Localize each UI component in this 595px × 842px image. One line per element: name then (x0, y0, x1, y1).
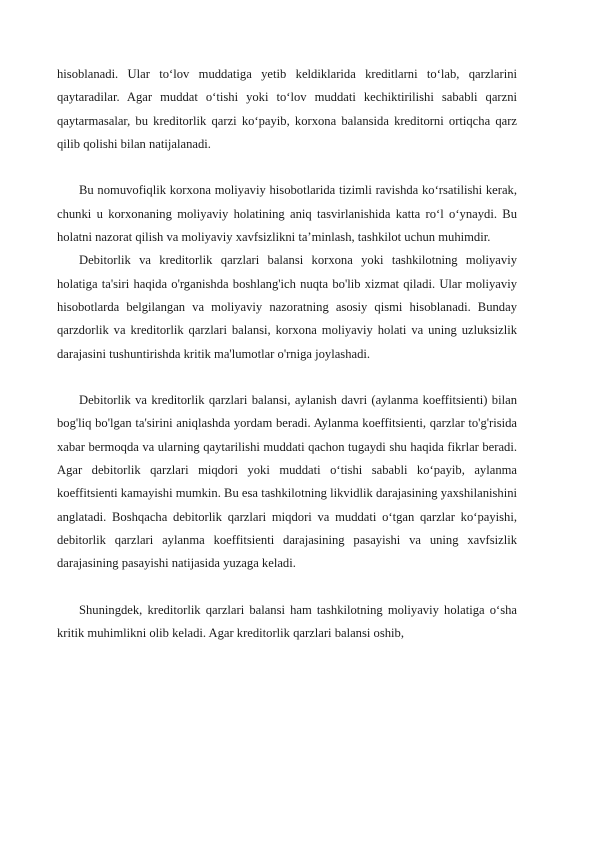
paragraph-balance-overview: Debitorlik va kreditorlik qarzlari balansi korxona yoki tashkilotning moliyaviy holatiga ta'siri haqida o'rganishda boshlang'ich nuqta bo'lib xizmat qiladi. Ular moliyaviy hisobotlarda belgilangan va moliyaviy nazoratning asosiy qismi hisoblanadi. Bunday qarzdorlik va kreditorlik qarzlari balansi, korxona moliyaviy holati va uning uzluksizlik darajasini tushuntirishda kritik ma'lumotlar o'rniga joylashadi. (57, 253, 517, 361)
paragraph-creditor-balance: Shuningdek, kreditorlik qarzlari balansi ham tashkilotning moliyaviy holatiga o‘sha kritik muhimlikni olib keladi. Agar kreditorlik qarzlari balansi oshib, (57, 602, 517, 641)
paragraph-turnover-ratio: Debitorlik va kreditorlik qarzlari balansi, aylanish davri (aylanma koeffitsienti) bilan bog'liq bo'lgan ta'sirini aniqlashda yordam beradi. Aylanma koeffitsienti, qarzlar to'g'risida xabar bermoqda va ularning qaytarilishi muddati qachon tugaydi shu haqida fikrlar beradi. Agar debitorlik qarzlari miqdori yoki muddati o‘tishi sababli ko‘payib, aylanma koeffitsienti kamayishi mumkin. Bu esa tashkilotning likvidlik darajasining yaxshilanishini anglatadi. Boshqacha debitorlik qarzlari miqdori va muddati o‘tgan qarzlar ko‘payishi, debitorlik qarzlari aylanma koeffitsienti darajasining pasayishi va uning xavfsizlik darajasining pasayishi natijasida yuzaga keladi. (57, 393, 517, 571)
paragraph-mismatch-reporting: Bu nomuvofiqlik korxona moliyaviy hisobotlarida tizimli ravishda ko‘rsatilishi kerak, chunki u korxonaning moliyaviy holatining aniq tasvirlanishida katta ro‘l o‘ynaydi. Bu holatni nazorat qilish va moliyaviy xavfsizlikni ta’minlash, tashkilot uchun muhimdir. (57, 183, 517, 245)
paragraph-spacer (57, 366, 517, 389)
paragraph-spacer (57, 156, 517, 179)
paragraph-spacer (57, 576, 517, 599)
paragraph-continuation: hisoblanadi. Ular to‘lov muddatiga yetib keldiklarida kreditlarni to‘lab, qarzlarini qaytaradilar. Agar muddat o‘tishi yoki to‘lov muddati kechiktirilishi sababli qarzni qaytarmasalar, bu kreditorlik qarzi ko‘payib, korxona balansida kreditorni ortiqcha qarz qilib qolishi bilan natijalanadi. (57, 67, 517, 151)
document-page (57, 63, 517, 645)
